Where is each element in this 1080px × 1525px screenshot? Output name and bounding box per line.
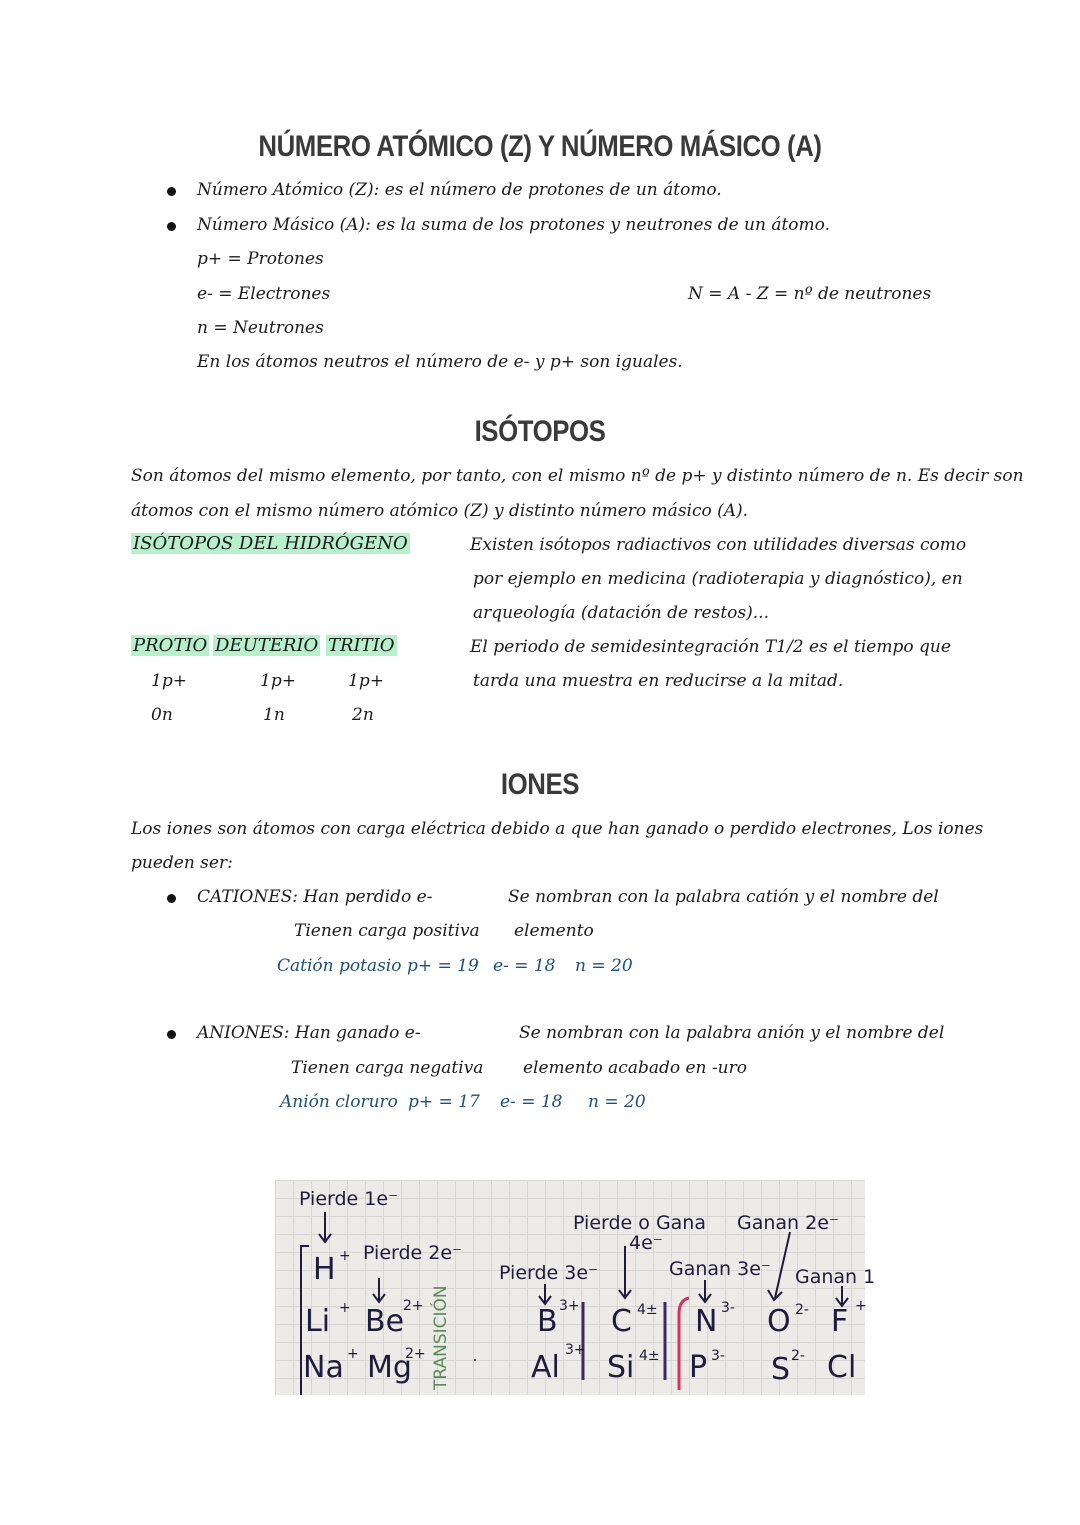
radioactive-isotopes-text: arqueología (datación de restos)... (473, 603, 769, 623)
element-Al: Al (531, 1350, 560, 1385)
radioactive-isotopes-text: Existen isótopos radiactivos con utilidades diversas como (470, 535, 967, 555)
annotation-pierde-2e: Pierde 2e⁻ (363, 1242, 463, 1264)
charge-O: 2- (795, 1302, 809, 1318)
definition-protones: p+ = Protones (197, 249, 324, 269)
isotope-neutrons: 2n (352, 705, 374, 725)
charge-F: + (855, 1298, 867, 1314)
cation-example-name: Catión potasio (277, 956, 402, 976)
element-B: B (537, 1304, 558, 1339)
element-N: N (695, 1304, 718, 1339)
charge-Na: + (347, 1346, 359, 1362)
cations-charge: Tienen carga positiva (294, 921, 480, 941)
definition-neutrones: n = Neutrones (197, 318, 324, 338)
isotope-neutrons: 0n (151, 705, 173, 725)
hydrogen-isotopes-label: ISÓTOPOS DEL HIDRÓGENO (133, 533, 408, 554)
neutral-atom-note: En los átomos neutros el número de e- y p+ son iguales. (197, 352, 683, 372)
charge-Be: 2+ (403, 1298, 424, 1314)
isotope-protons: 1p+ (260, 671, 296, 691)
isotope-name-protio: PROTIO (133, 635, 208, 656)
annotation-4e: 4e⁻ (629, 1232, 663, 1254)
annotation-pierde-1e: Pierde 1e⁻ (299, 1188, 399, 1210)
charge-H: + (339, 1248, 351, 1264)
element-Be: Be (365, 1304, 405, 1339)
anion-example-protons: p+ = 17 (408, 1092, 480, 1112)
anion-example-electrons: e- = 18 (500, 1092, 563, 1112)
bullet-numero-masico: Número Másico (A): es la suma de los protones y neutrones de un átomo. (197, 215, 831, 235)
periodic-table-photo (275, 1180, 876, 1395)
isotope-neutrons: 1n (263, 705, 285, 725)
charge-S: 2- (791, 1348, 805, 1364)
annotation-pierde-3e: Pierde 3e⁻ (499, 1262, 599, 1284)
charge-Mg: 2+ (405, 1346, 426, 1362)
isotopos-paragraph-line: átomos con el mismo número atómico (Z) y distinto número másico (A). (131, 501, 749, 521)
anion-example-neutrons: n = 20 (588, 1092, 646, 1112)
element-P: P (689, 1350, 708, 1385)
neutron-formula: N = A - Z = nº de neutrones (688, 284, 932, 304)
heading-iones: IONES (500, 768, 580, 801)
cations-naming: Se nombran con la palabra catión y el nombre del (508, 887, 939, 907)
charge-N: 3- (721, 1300, 735, 1316)
bullet-dot (167, 222, 176, 231)
cation-example-protons: p+ = 19 (407, 956, 479, 976)
anion-example-name: Anión cloruro (280, 1092, 398, 1112)
element-O: O (767, 1304, 791, 1339)
charge-P: 3- (711, 1348, 725, 1364)
cations-naming: elemento (514, 921, 594, 941)
element-H: H (313, 1252, 336, 1287)
radioactive-isotopes-text: por ejemplo en medicina (radioterapia y diagnóstico), en (473, 569, 963, 589)
element-Cl: Cl (827, 1350, 857, 1385)
isotope-protons: 1p+ (348, 671, 384, 691)
element-Li: Li (305, 1304, 331, 1339)
annotation-pierde-o-gana: Pierde o Gana (573, 1212, 706, 1234)
anions-naming: Se nombran con la palabra anión y el nombre del (519, 1023, 945, 1043)
half-life-text: El periodo de semidesintegración T1/2 es el tiempo que (470, 637, 951, 657)
charge-Li: + (339, 1300, 351, 1316)
element-F: F (831, 1304, 849, 1339)
element-S: S (771, 1352, 791, 1387)
bullet-numero-atomico: Número Atómico (Z): es el número de protones de un átomo. (197, 180, 722, 200)
half-life-text: tarda una muestra en reducirse a la mitad. (473, 671, 844, 691)
isotope-name-tritio: TRITIO (328, 635, 395, 656)
anions-charge: Tienen carga negativa (291, 1058, 484, 1078)
annotation-ganan-1: Ganan 1 (795, 1266, 876, 1288)
bullet-dot (167, 187, 176, 196)
element-C: C (611, 1304, 632, 1339)
element-Mg: Mg (367, 1350, 412, 1385)
charge-Al: 3+ (565, 1342, 586, 1358)
cation-example-electrons: e- = 18 (493, 956, 556, 976)
heading-isotopos: ISÓTOPOS (474, 415, 606, 448)
anions-naming: elemento acabado en -uro (523, 1058, 747, 1078)
charge-Si: 4± (639, 1348, 660, 1364)
element-Na: Na (303, 1350, 344, 1385)
annotation-ganan-3e: Ganan 3e⁻ (669, 1258, 771, 1280)
isotope-protons: 1p+ (151, 671, 187, 691)
isotopos-paragraph-line: Son átomos del mismo elemento, por tanto, con el mismo nº de p+ y distinto número de n. Es decir son (131, 466, 1024, 486)
annotation-transicion: TRANSICIÓN (431, 1285, 451, 1390)
charge-B: 3+ (559, 1298, 580, 1314)
charge-C: 4± (637, 1302, 658, 1318)
isotope-name-deuterio: DEUTERIO (215, 635, 319, 656)
iones-paragraph-line: pueden ser: (131, 853, 233, 873)
heading-numero-atomico: NÚMERO ATÓMICO (Z) Y NÚMERO MÁSICO (A) (258, 130, 822, 163)
definition-electrones: e- = Electrones (197, 284, 331, 304)
cations-label: CATIONES: Han perdido e- (197, 887, 433, 907)
bullet-dot (167, 894, 176, 903)
cation-example-neutrons: n = 20 (575, 956, 633, 976)
anions-label: ANIONES: Han ganado e- (197, 1023, 421, 1043)
iones-paragraph-line: Los iones son átomos con carga eléctrica debido a que han ganado o perdido electrones, Los iones (131, 819, 984, 839)
element-Si: Si (607, 1350, 635, 1385)
annotation-ganan-2e: Ganan 2e⁻ (737, 1212, 839, 1234)
bullet-dot (167, 1030, 176, 1039)
